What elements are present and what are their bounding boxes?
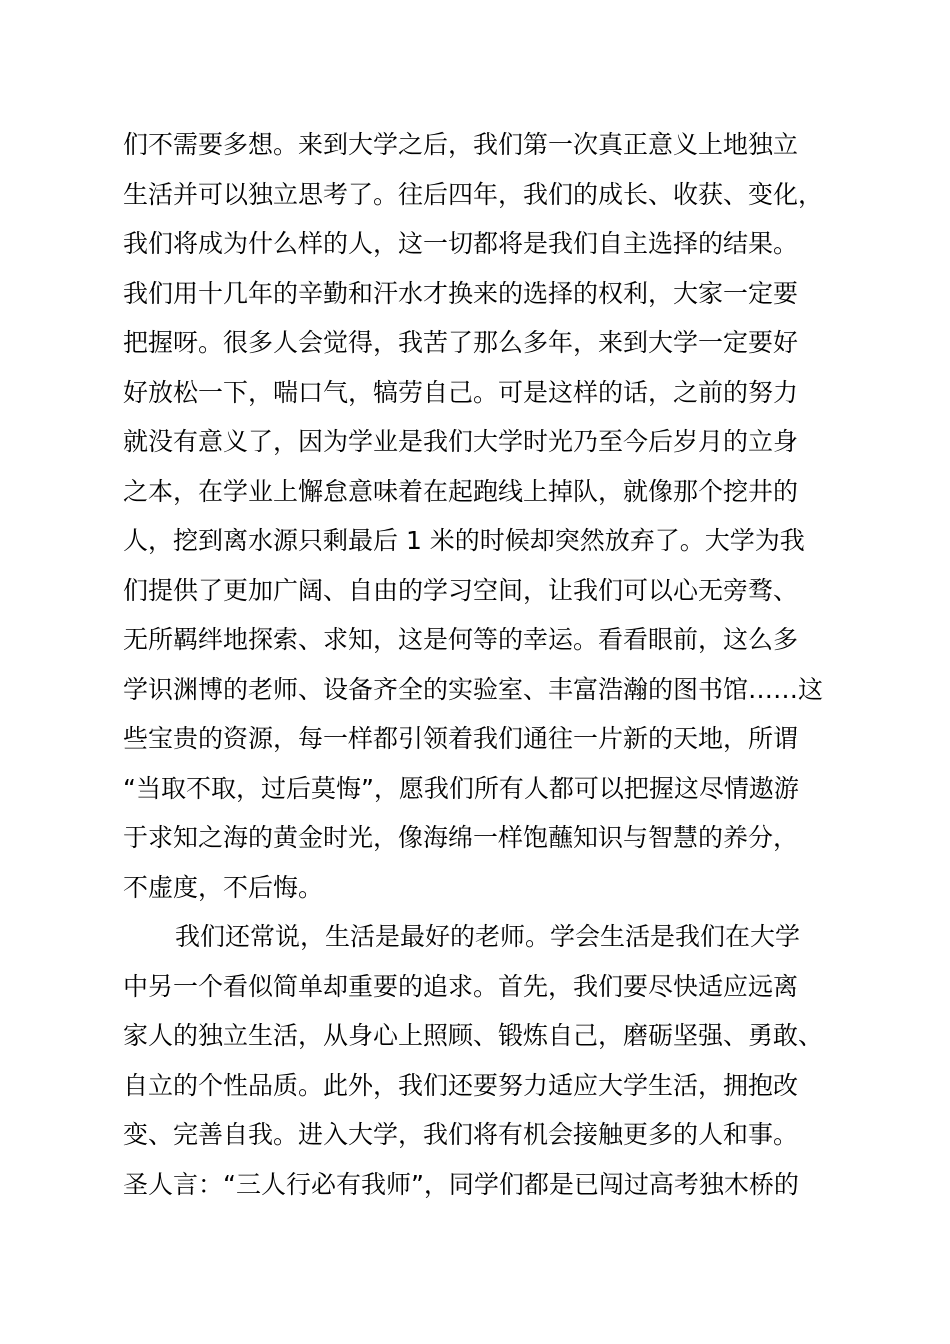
paragraph-2-line-6: 圣人言：“三人行必有我师”，同学们都是已闯过高考独木桥的	[123, 1169, 799, 1199]
paragraph-1-line-16: 不虚度，不后悔。	[123, 872, 324, 902]
paragraph-1-line-5: 把握呀。很多人会觉得，我苦了那么多年，来到大学一定要好	[123, 328, 799, 357]
paragraph-1-line-1: 们不需要多想。来到大学之后，我们第一次真正意义上地独立	[123, 130, 799, 159]
paragraph-1-line-13: 些宝贵的资源，每一样都引领着我们通往一片新的天地，所谓	[123, 724, 799, 753]
paragraph-1-line-6: 好放松一下，喘口气，犒劳自己。可是这样的话，之前的努力	[123, 377, 799, 407]
paragraph-1-line-8: 之本，在学业上懈怠意味着在起跑线上掉队，就像那个挖井的	[123, 476, 799, 506]
paragraph-1-line-9: 人，挖到离水源只剩最后 1 米的时候却突然放弃了。大学为我	[123, 526, 805, 555]
paragraph-2-line-5: 变、完善自我。进入大学，我们将有机会接触更多的人和事。	[123, 1120, 799, 1149]
paragraph-1-line-12: 学识渊博的老师、设备齐全的实验室、丰富浩瀚的图书馆……这	[123, 674, 824, 704]
body-text	[123, 120, 863, 1209]
paragraph-1-line-4: 我们用十几年的辛勤和汗水才换来的选择的权利，大家一定要	[123, 278, 799, 308]
paragraph-2-line-1: 我们还常说，生活是最好的老师。学会生活是我们在大学	[175, 922, 801, 951]
paragraph-1-line-2: 生活并可以独立思考了。往后四年，我们的成长、收获、变化，	[123, 179, 824, 209]
paragraph-1-line-14: “当取不取，过后莫悔”，愿我们所有人都可以把握这尽情遨游	[123, 773, 799, 803]
paragraph-1-line-15: 于求知之海的黄金时光，像海绵一样饱蘸知识与智慧的养分，	[123, 823, 799, 852]
paragraph-1-line-10: 们提供了更加广阔、自由的学习空间，让我们可以心无旁骛、	[123, 575, 799, 605]
paragraph-1-line-11: 无所羁绊地探索、求知，这是何等的幸运。看看眼前，这么多	[123, 625, 799, 654]
paragraph-2-line-4: 自立的个性品质。此外，我们还要努力适应大学生活，拥抱改	[123, 1070, 799, 1100]
paragraph-1-line-7: 就没有意义了，因为学业是我们大学时光乃至今后岁月的立身	[123, 427, 799, 456]
paragraph-1-line-3: 我们将成为什么样的人，这一切都将是我们自主选择的结果。	[123, 229, 799, 258]
paragraph-2-line-3: 家人的独立生活，从身心上照顾、锻炼自己，磨砺坚强、勇敢、	[123, 1021, 824, 1050]
paragraph-2-line-2: 中另一个看似简单却重要的追求。首先，我们要尽快适应远离	[123, 971, 799, 1001]
